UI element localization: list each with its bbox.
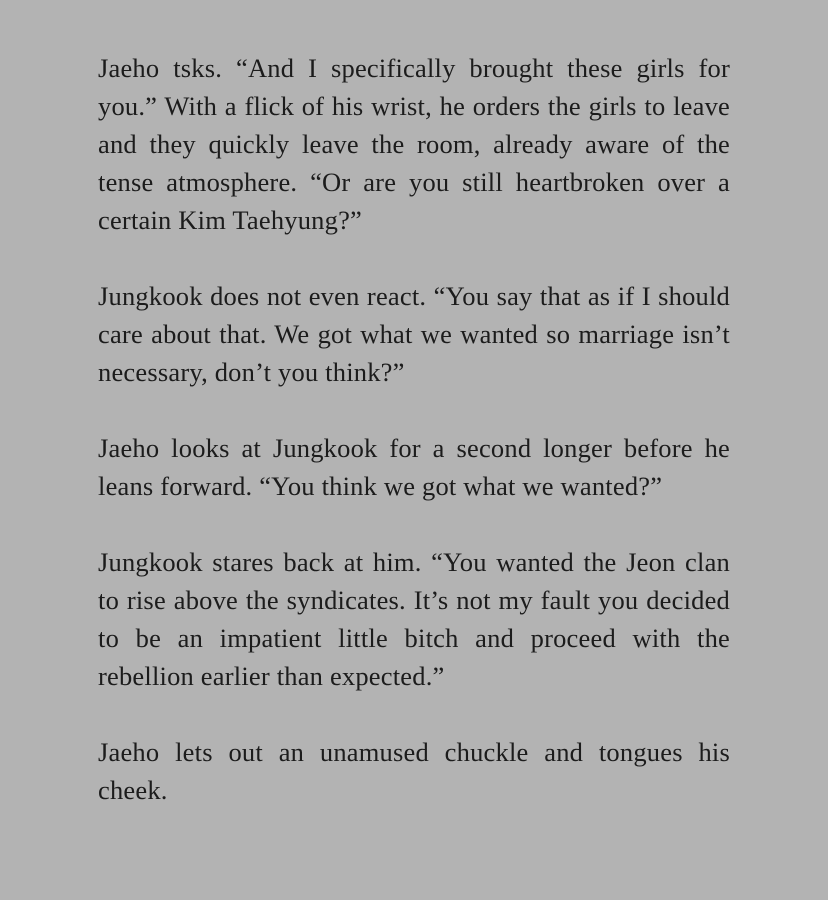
paragraph-5: Jaeho lets out an unamused chuckle and tongues his cheek. <box>98 737 730 805</box>
story-text <box>98 49 730 847</box>
paragraph-3: Jaeho looks at Jungkook for a second longer before he leans forward. “You think we got what we wanted?” <box>98 433 730 501</box>
paragraph-4: Jungkook stares back at him. “You wanted the Jeon clan to rise above the syndicates. It’s not my fault you decided to be an impatient little bitch and proceed with the rebellion earlier than expected.” <box>98 547 730 691</box>
paragraph-1: Jaeho tsks. “And I specifically brought these girls for you.” With a flick of his wrist, he orders the girls to leave and they quickly leave the room, already aware of the tense atmosphere. “Or are you still heartbroken over a certain Kim Taehyung?” <box>98 53 730 235</box>
paragraph-2: Jungkook does not even react. “You say that as if I should care about that. We got what we wanted so marriage isn’t necessary, don’t you think?” <box>98 281 730 387</box>
